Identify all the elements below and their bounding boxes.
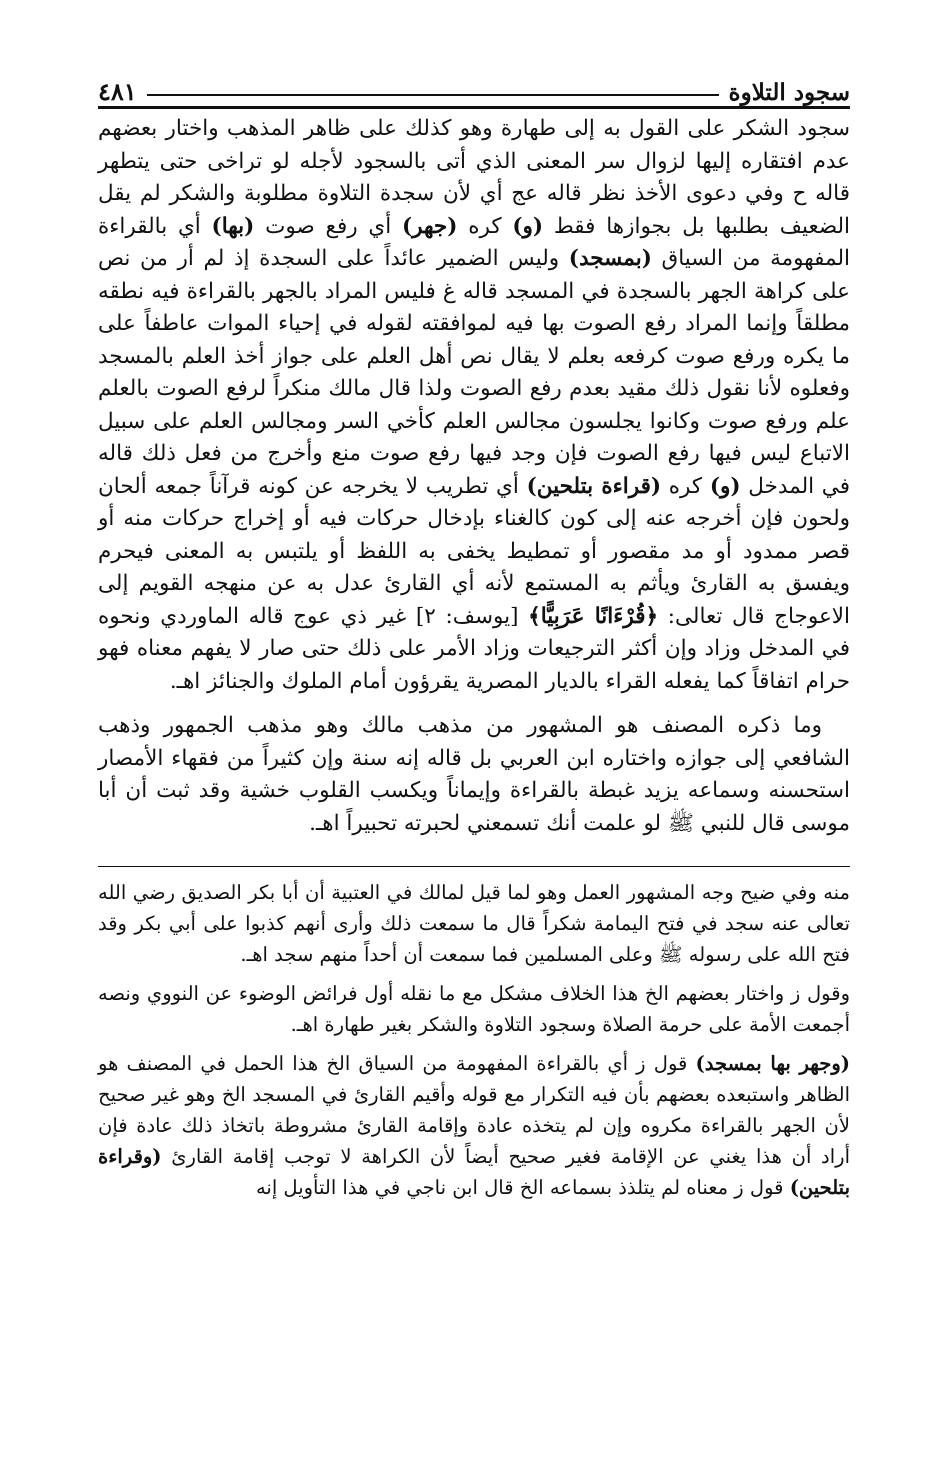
running-header [98, 62, 850, 109]
footnote-3 [98, 1048, 850, 1203]
footnote-2: وقول ز واختار بعضهم الخ هذا الخلاف مشكل مع ما نقله أول فرائض الوضوء عن النووي ونصه أجمعت الأمة على حرمة الصلاة وسجود التلاوة والشكر بغير طهارة اهـ. [98, 982, 850, 1036]
text-run: أي بالقراءة المفهومة من السياق [98, 213, 851, 271]
text-run: قول ز معناه لم يتلذذ بسماعه الخ قال ابن ناجي في هذا التأويل إنه [255, 1176, 790, 1199]
text-run: أي تطريب لا يخرجه عن كونه قرآناً جمعه ألحان ولحون فإن أخرجه عنه إلى كون كالغناء بإدخال حركات فيه أو إخراج حركات منه أو قصر ممدود أو مد مقصور أو تمطيط يخفى به اللفظ أو يلتبس به المعنى فيحرم ويفسق به القارئ ويأثم به المستمع لأنه أي القارئ عدل به عن منهجه القويم إلى الاعوجاج قال تعالى: [98, 473, 851, 629]
footnotes [98, 877, 850, 1203]
chapter-title: سجود التلاوة [728, 79, 850, 106]
header-rule [147, 93, 719, 96]
main-text [98, 113, 850, 840]
bold-term: (بمسجد) [568, 246, 652, 271]
quran-verse: ﴿قُرْءَانًا عَرَبِيًّا﴾ [528, 603, 659, 629]
main-paragraph-2: وما ذكره المصنف هو المشهور من مذهب مالك وهو مذهب الجمهور وذهب الشافعي إلى جوازه واختاره ابن العربي بل قاله إنه سنة وإن كثيراً من فقهاء الأمصار استحسنه وسماعه يزيد غبطة بالقراءة وإيماناً ويكسب القلوب خشية وقد ثبت أن أبا موسى قال للنبي ﷺ لو علمت أنك تسمعني لحبرته تحبيراً اهـ. [98, 713, 850, 836]
text-run: سجود الشكر على القول به إلى طهارة وهو كذلك على ظاهر المذهب واختار بعضهم عدم افتقاره إليها لزوال سر المعنى الذي أتى بالسجود لأجله لو تراخى حتى يتطهر قاله ح وفي دعوى الأخذ نظر قاله عج أي لأن سجدة التلاوة مطلوبة والشكر لم يقل الضعيف بطلبها بل بجوازها فقط [98, 116, 850, 239]
bold-term: (وجهر بها بمسجد) [695, 1052, 850, 1075]
bold-term: (وقراءة بتلحين) [98, 1145, 850, 1199]
main-paragraph-1 [98, 113, 850, 698]
text-run: أي رفع صوت [254, 213, 402, 239]
footnote-separator [98, 866, 850, 867]
page-number: ٤٨١ [98, 77, 137, 106]
bold-term: (و) [709, 473, 741, 499]
bold-term: (قراءة بتلحين) [526, 473, 662, 499]
text-run: وليس الضمير عائداً على السجدة إذ لم أر من نص على كراهة الجهر بالسجدة في المسجد قاله غ فليس المراد بالجهر بالقراءة فيه نطقه مطلقاً وإنما المراد رفع الصوت بها فيه لموافقته لقوله في إحياء الموات عاطفاً على ما يكره ورفع صوت كرفعه بعلم لا يقال نص أهل العلم على جواز أخذ العلم بالمسجد وفعلوه لأنا نقول ذلك مقيد بعدم رفع الصوت ولذا قال مالك منكراً لرفع الصوت بالعلم علم ورفع صوت وكانوا يجلسون مجالس العلم كأخي السر ومجالس العلم على سبيل الاتباع ليس فيها رفع الصوت فإن وجد فيها رفع صوت منع وأخرج من فعل ذلك قاله في المدخل [98, 246, 850, 499]
text-run: كره [457, 213, 513, 239]
footnote-1: منه وفي ضيح وجه المشهور العمل وهو لما قيل لمالك في العتبية أن أبا بكر الصديق رضي الله تعالى عنه سجد في فتح اليمامة شكراً قال ما سمعت ذلك وأرى أنهم كذبوا على أبي بكر وقد فتح الله على رسوله ﷺ وعلى المسلمين فما سمعت أن أحداً منهم سجد اهـ. [98, 881, 850, 966]
bold-term: (و) [512, 213, 544, 239]
text-run: قول ز أي بالقراءة المفهومة من السياق الخ هذا الحمل في المصنف هو الظاهر واستبعده بعضهم بأن فيه التكرار مع قوله وأقيم القارئ في المسجد الخ وهو غير صحيح لأن الجهر بالقراءة مكروه وإن لم يتخذه عادة وإقامة القارئ مشروطة باتخاذ ذلك عادة فإن أراد أن هذا يغني عن الإقامة فغير صحيح أيضاً لأن الكراهة لا توجب إقامة القارئ [98, 1052, 850, 1168]
bold-term: (بها) [211, 213, 255, 239]
page [98, 62, 850, 1211]
bold-term: (جهر) [401, 213, 458, 239]
text-run: [يوسف: ٢] غير ذي عوج قاله الماوردي ونحوه في المدخل وزاد وإن أكثر الترجيعات وزاد الأمر على ذلك حتى صار لا يفهم معناه فهو حرام اتفاقاً كما يفعله القراء بالديار المصرية يقرؤون أمام الملوك والجنائز اهـ. [98, 603, 850, 694]
text-run: كره [661, 473, 710, 499]
